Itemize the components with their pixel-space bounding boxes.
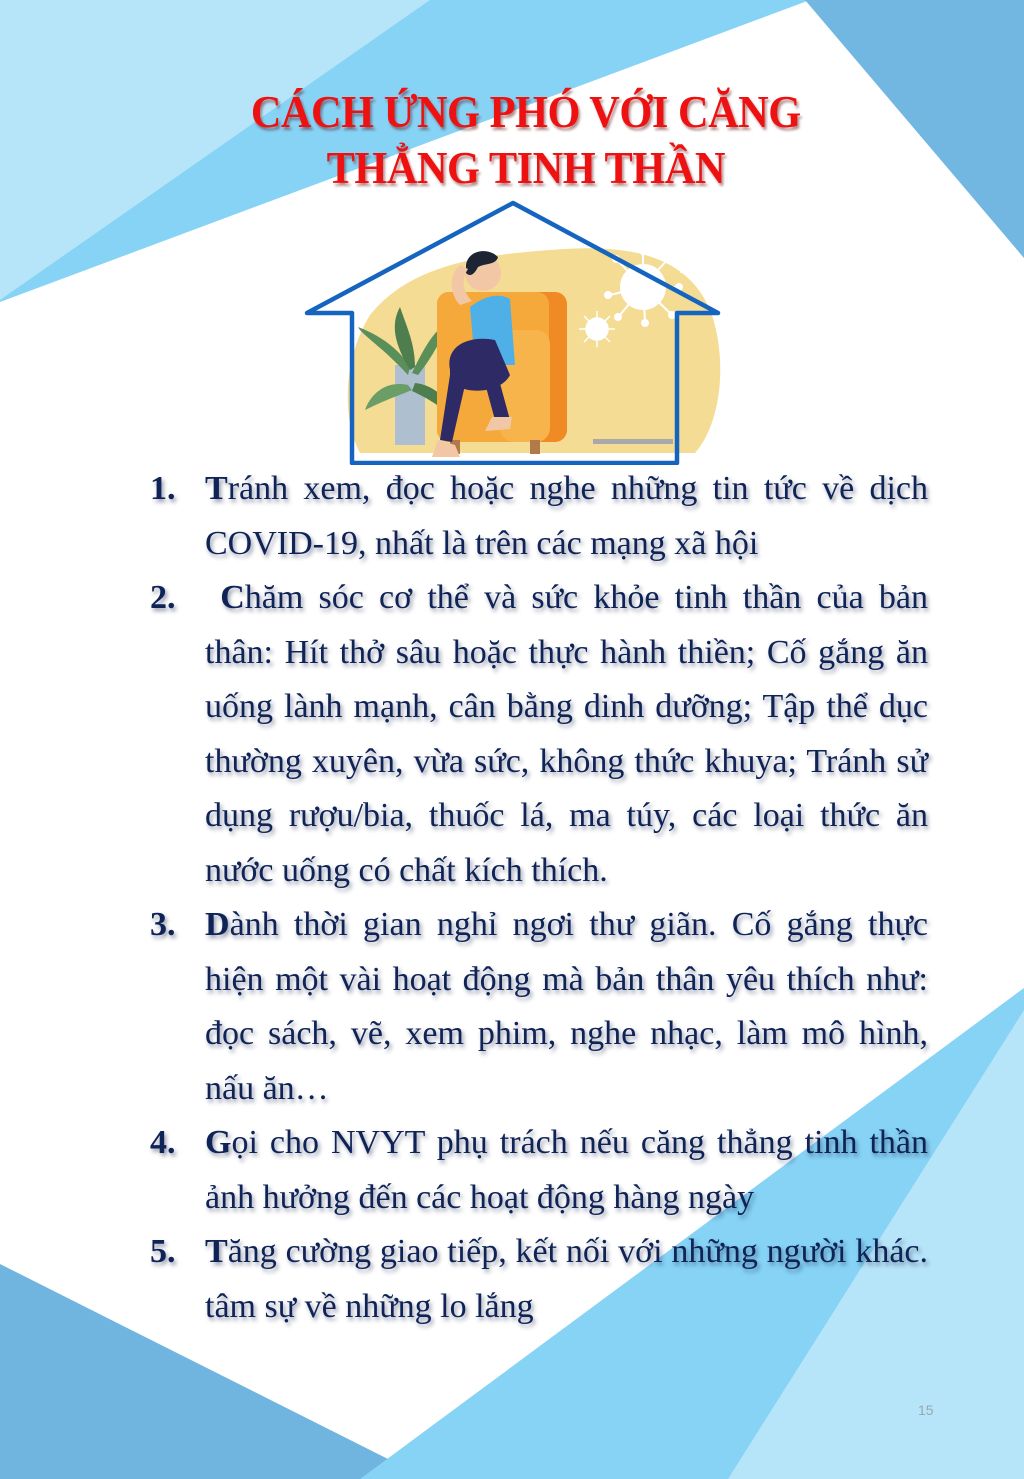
item-lead-letter: D <box>205 906 230 943</box>
coping-tips-list <box>150 462 928 1334</box>
illustration-watermark <box>593 439 673 444</box>
item-number: 3. <box>150 906 176 943</box>
item-number: 5. <box>150 1233 176 1270</box>
item-lead-letter: G <box>205 1124 232 1161</box>
title-line-2: THẲNG TINH THẦN <box>326 142 725 193</box>
item-number: 4. <box>150 1124 176 1161</box>
item-number: 1. <box>150 470 176 507</box>
item-text: Gọi cho NVYT phụ trách nếu căng thẳng tinh thần ảnh hưởng đến các hoạt động hàng ngày <box>205 1124 928 1216</box>
item-text: Tăng cường giao tiếp, kết nối với những người khác. tâm sự về những lo lắng <box>205 1233 928 1325</box>
list-item <box>150 571 928 898</box>
page-number: 15 <box>918 1402 934 1418</box>
item-text: Chăm sóc cơ thể và sức khỏe tinh thần của bản thân: Hít thở sâu hoặc thực hành thiền; Cố gắng ăn uống lành mạnh, cân bằng dinh dưỡng; Tập thể dục thường xuyên, vừa sức, không thức khuya; Tránh sử dụng rượu/bia, thuốc lá, ma túy, các loại thức ăn nước uống có chất kích thích. <box>205 579 928 889</box>
item-lead-letter: T <box>205 470 228 507</box>
list-item <box>150 1116 928 1225</box>
item-text: Dành thời gian nghỉ ngơi thư giãn. Cố gắng thực hiện một vài hoạt động mà bản thân yêu thích như: đọc sách, vẽ, xem phim, nghe nhạc, làm mô hình, nấu ăn… <box>205 906 928 1107</box>
list-item <box>150 462 928 571</box>
item-lead-letter: T <box>205 1233 228 1270</box>
item-text: Tránh xem, đọc hoặc nghe những tin tức về dịch COVID-19, nhất là trên các mạng xã hội <box>205 470 928 562</box>
item-lead-letter: C <box>205 579 245 616</box>
title-line-1: CÁCH ỨNG PHÓ VỚI CĂNG <box>250 86 801 137</box>
page-title <box>41 84 1011 196</box>
stressed-man-house-illustration <box>300 195 730 465</box>
virus-small-icon <box>579 311 615 347</box>
list-item <box>150 898 928 1116</box>
list-item <box>150 1225 928 1334</box>
item-number: 2. <box>150 579 176 616</box>
